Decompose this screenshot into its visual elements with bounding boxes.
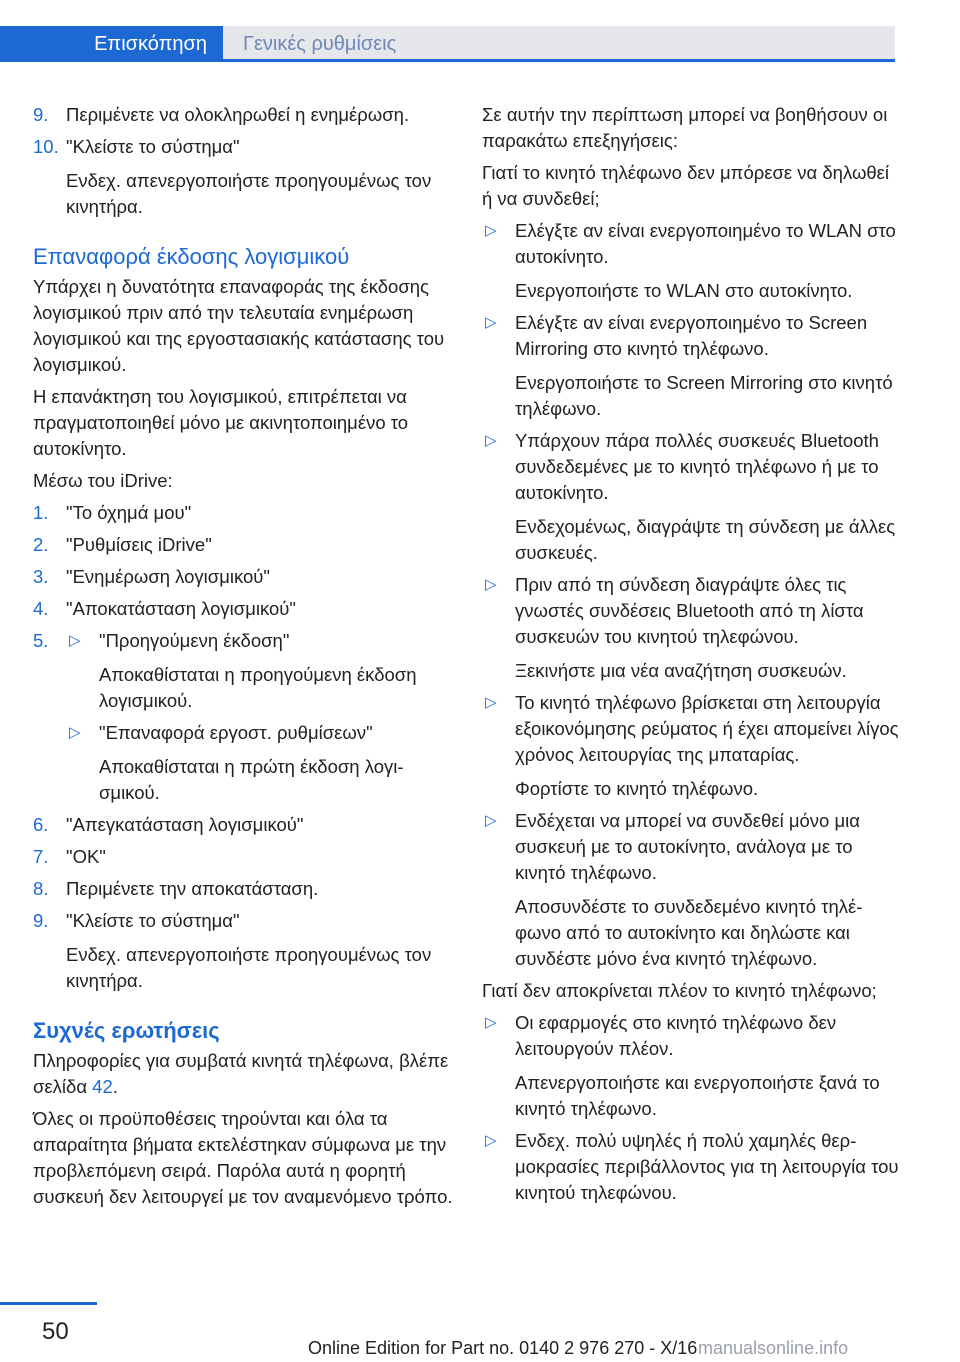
- list-item: [33, 134, 453, 220]
- check-item: [482, 428, 900, 566]
- step-text: Περιμένετε να ολοκληρωθεί η ενημέρωση.: [66, 104, 410, 125]
- header-bar: [0, 26, 895, 62]
- step-text: "Αποκατάσταση λογισμικού": [66, 598, 296, 619]
- step-text: "Απεγκατάσταση λογισμικού": [66, 814, 304, 835]
- triangle-bullet-icon: ▷: [69, 632, 81, 649]
- step-number: 1.: [33, 502, 49, 523]
- step-text: "Το όχημά μου": [66, 502, 192, 523]
- triangle-bullet-icon: ▷: [485, 222, 497, 239]
- step-number: 5.: [33, 630, 49, 651]
- triangle-bullet-icon: ▷: [485, 314, 497, 331]
- check-item: [482, 1010, 900, 1122]
- option-text: "Προηγούμενη έκδοση": [99, 630, 290, 651]
- paragraph: Μέσω του iDrive:: [33, 470, 173, 491]
- triangle-bullet-icon: ▷: [485, 576, 497, 593]
- paragraph: Σε αυτήν την περίπτωση μπορεί να βοηθήσουν οι παρακάτω επεξηγήσεις:: [482, 104, 888, 151]
- check-item: [482, 572, 900, 684]
- step-number: 4.: [33, 598, 49, 619]
- header-divider: [0, 59, 895, 62]
- check-remedy: Ξεκινήστε μια νέα αναζήτηση συσκευών.: [515, 660, 847, 681]
- check-text: Ενδέχεται να μπορεί να συνδεθεί μόνο μια συσκευή με το αυτοκίνητο, ανάλογα με το κινητό τηλέφωνο.: [515, 810, 860, 883]
- check-item: [482, 310, 900, 422]
- paragraph-text: Πληροφορίες για συμβατά κινητά τηλέφωνα, βλέπε σελίδα: [33, 1050, 449, 1097]
- watermark: manualsonline.info: [698, 1338, 849, 1358]
- check-item: [482, 218, 900, 304]
- check-text: Πριν από τη σύνδεση διαγράψτε όλες τις γνωστές συνδέσεις Bluetooth από τη λίστα συσκευών του κινητού τηλεφώνου.: [515, 574, 864, 647]
- question: Γιατί δεν αποκρίνεται πλέον το κινητό τηλέφωνο;: [482, 980, 877, 1001]
- list-item: [33, 532, 453, 558]
- option-item: [66, 628, 453, 714]
- step-number: 6.: [33, 814, 49, 835]
- step-note: Ενδεχ. απενεργοποιήστε προηγουμένως τον κινητήρα.: [66, 170, 432, 217]
- check-remedy: Απενεργοποιήστε και ενεργοποιήστε ξανά το κινητό τηλέφωνο.: [515, 1072, 880, 1119]
- option-list: [66, 628, 453, 806]
- option-text: "Επαναφορά εργοστ. ρυθμίσεων": [99, 722, 373, 743]
- list-item: [33, 812, 453, 838]
- paragraph-text: .: [112, 1076, 118, 1097]
- option-note: Αποκαθίσταται η προηγούμενη έκδοση λογισμικού.: [99, 664, 417, 711]
- step-note: Ενδεχ. απενεργοποιήστε προηγουμένως τον κινητήρα.: [66, 944, 432, 991]
- question: Γιατί το κινητό τηλέφωνο δεν μπόρεσε να δηλωθεί ή να συνδεθεί;: [482, 162, 890, 209]
- list-item: [33, 628, 453, 806]
- paragraph: Υπάρχει η δυνατότητα επαναφοράς της έκδοσης λογισμικού πριν από την τελευταία ενημέρωση λογισμικού και της εργοστασιακής κατάστασης του λογισμικού.: [33, 276, 445, 375]
- step-number: 7.: [33, 846, 49, 867]
- step-number: 2.: [33, 534, 49, 555]
- step-number: 3.: [33, 566, 49, 587]
- left-column: [33, 102, 453, 1216]
- footer-divider: [0, 1302, 97, 1305]
- triangle-bullet-icon: ▷: [69, 724, 81, 741]
- list-item: [33, 500, 453, 526]
- step-text: "Ενημέρωση λογισμικού": [66, 566, 270, 587]
- check-remedy: Αποσυνδέστε το συνδεδεμένο κινητό τηλέφωνο από το αυτοκίνητο και δηλώστε και συνδέστε μόνο ένα κινητό τηλέφωνο.: [515, 896, 863, 969]
- check-text: Ενδεχ. πολύ υψηλές ή πολύ χαμηλές θερμοκρασίες περιβάλλοντος για τη λειτουργία του κινητού τηλεφώνου.: [515, 1130, 899, 1203]
- check-item: [482, 1128, 900, 1206]
- list-item: [33, 102, 453, 128]
- list-item: [33, 876, 453, 902]
- right-column: [482, 102, 900, 1212]
- step-text: "OK": [66, 846, 106, 867]
- step-text: "Ρυθμίσεις iDrive": [66, 534, 212, 555]
- check-item: [482, 808, 900, 972]
- triangle-bullet-icon: ▷: [485, 1014, 497, 1031]
- tab-overview[interactable]: Επισκόπηση: [0, 26, 223, 62]
- list-item: [33, 908, 453, 994]
- edition-note: Online Edition for Part no. 0140 2 976 270 - X/16: [308, 1338, 698, 1358]
- step-text: "Κλείστε το σύστημα": [66, 910, 240, 931]
- triangle-bullet-icon: ▷: [485, 1132, 497, 1149]
- check-text: Ελέγξτε αν είναι ενεργοποιημένο το Screen Mirroring στο κινητό τηλέφωνο.: [515, 312, 868, 359]
- check-item: [482, 690, 900, 802]
- check-remedy: Ενδεχομένως, διαγράψτε τη σύνδεση με άλλες συσκευές.: [515, 516, 896, 563]
- paragraph: Όλες οι προϋποθέσεις τηρούνται και όλα τα απαραίτητα βήματα εκτελέστηκαν σύμφωνα με την προβλεπόμενη σειρά. Παρόλα αυτά η φορητή συσκευή δεν λειτουργεί με τον αναμενόμενο τρόπο.: [33, 1108, 453, 1207]
- list-item: [33, 564, 453, 590]
- check-text: Το κινητό τηλέφωνο βρίσκεται στη λειτουργία εξοικονόμησης ρεύματος ή έχει απομείνει λίγος χρόνος λειτουργίας της μπαταρίας.: [515, 692, 899, 765]
- triangle-bullet-icon: ▷: [485, 432, 497, 449]
- list-item: [33, 844, 453, 870]
- tab-general-settings[interactable]: Γενικές ρυθμίσεις: [223, 26, 895, 62]
- triangle-bullet-icon: ▷: [485, 812, 497, 829]
- triangle-bullet-icon: ▷: [485, 694, 497, 711]
- section-title-software-restore: Επαναφορά έκδοσης λογισμικού: [33, 244, 350, 269]
- section-title-faq: Συχνές ερωτήσεις: [33, 1018, 220, 1043]
- check-remedy: Φορτίστε το κινητό τηλέφωνο.: [515, 778, 759, 799]
- step-number: 9.: [33, 104, 49, 125]
- check-remedy: Ενεργοποιήστε το Screen Mirroring στο κινητό τηλέφωνο.: [515, 372, 893, 419]
- check-text: Οι εφαρμογές στο κινητό τηλέφωνο δεν λειτουργούν πλέον.: [515, 1012, 837, 1059]
- step-number: 9.: [33, 910, 49, 931]
- step-text: Περιμένετε την αποκατάσταση.: [66, 878, 319, 899]
- step-text: "Κλείστε το σύστημα": [66, 136, 240, 157]
- list-item: [33, 596, 453, 622]
- check-remedy: Ενεργοποιήστε το WLAN στο αυτοκίνητο.: [515, 280, 853, 301]
- step-number: 10.: [33, 136, 59, 157]
- paragraph: [33, 1048, 453, 1100]
- check-text: Ελέγξτε αν είναι ενεργοποιημένο το WLAN στο αυτοκίνητο.: [515, 220, 896, 267]
- paragraph: Η επανάκτηση του λογισμικού, επιτρέπεται να πραγματοποιηθεί μόνο με ακινητοποιημένο το αυτοκίνητο.: [33, 386, 409, 459]
- page-number: 50: [42, 1318, 69, 1345]
- step-number: 8.: [33, 878, 49, 899]
- page-link[interactable]: 42: [92, 1076, 113, 1097]
- option-item: [66, 720, 453, 806]
- option-note: Αποκαθίσταται η πρώτη έκδοση λογισμικού.: [99, 756, 404, 803]
- check-text: Υπάρχουν πάρα πολλές συσκευές Bluetooth συνδεδεμένες με το κινητό τηλέφωνο ή με το αυτοκίνητο.: [515, 430, 879, 503]
